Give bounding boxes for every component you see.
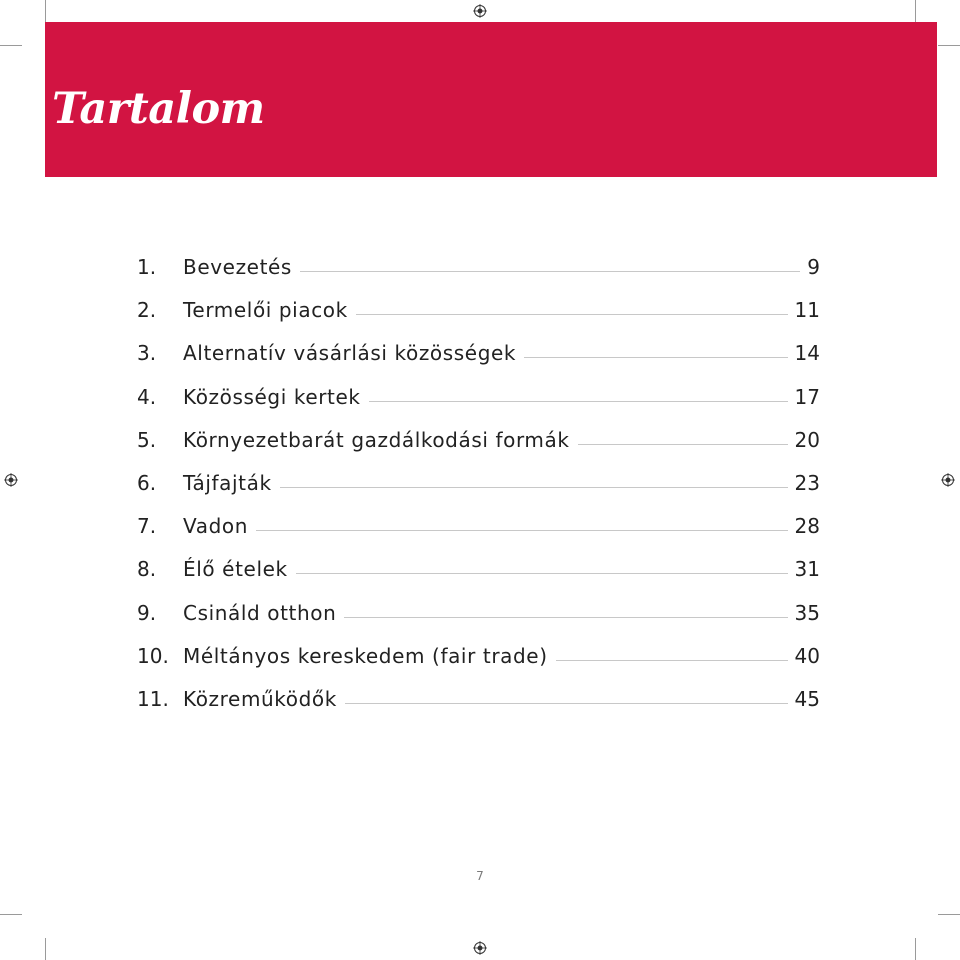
toc-entry[interactable] — [137, 557, 820, 600]
registration-right-icon — [941, 473, 955, 487]
toc-entry-number: 7. — [137, 514, 157, 539]
toc-entry-number: 11. — [137, 686, 169, 711]
toc-entry-page: 9 — [807, 255, 820, 279]
toc-entry-title: Környezetbarát gazdálkodási formák — [183, 427, 570, 452]
toc-entry-page: 45 — [794, 686, 820, 711]
toc-entry-title: Közösségi kertek — [183, 384, 361, 409]
toc-entry-page: 14 — [794, 341, 820, 366]
registration-bottom-icon — [473, 941, 487, 955]
toc-leader-line — [356, 314, 788, 315]
toc-leader-line — [280, 487, 788, 488]
toc-leader-line — [578, 444, 788, 445]
toc-entry[interactable] — [137, 644, 820, 687]
toc-entry-title: Méltányos kereskedem (fair trade) — [183, 643, 548, 668]
toc-entry-number: 5. — [137, 427, 157, 452]
toc-entry-page: 11 — [794, 298, 820, 323]
toc-entry-number: 10. — [137, 643, 169, 668]
toc-entry-page: 17 — [794, 384, 820, 409]
crop-mark-bottom-right-h — [938, 914, 960, 915]
toc-entry-number: 4. — [137, 384, 157, 409]
toc-entry[interactable] — [137, 255, 820, 298]
toc-entry[interactable] — [137, 341, 820, 384]
toc-entry-number: 9. — [137, 600, 157, 625]
toc-entry-title: Élő ételek — [183, 557, 288, 582]
toc-entry-title: Tájfajták — [183, 470, 272, 495]
registration-top-icon — [473, 4, 487, 18]
toc-entry-page: 40 — [794, 643, 820, 668]
toc-entry-number: 3. — [137, 341, 157, 366]
toc-entry-title: Alternatív vásárlási közösségek — [183, 341, 517, 366]
toc-entry[interactable] — [137, 514, 820, 557]
crop-mark-bottom-left — [45, 938, 46, 960]
toc-entry-number: 6. — [137, 470, 157, 495]
toc-leader-line — [296, 573, 788, 574]
toc-entry-title: Termelői piacok — [183, 298, 348, 323]
crop-mark-top-left — [45, 0, 46, 22]
toc-leader-line — [369, 401, 788, 402]
toc-entry-page: 35 — [794, 600, 820, 625]
toc-entry-number: 8. — [137, 557, 157, 582]
crop-mark-top-right-h — [938, 45, 960, 46]
toc-entry[interactable] — [137, 298, 820, 341]
toc-entry-title: Vadon — [183, 514, 248, 539]
toc-leader-line — [344, 617, 787, 618]
toc-entry-number: 1. — [137, 255, 157, 279]
toc-entry-page: 20 — [794, 427, 820, 452]
toc-leader-line — [256, 530, 788, 531]
toc-entry-page: 28 — [794, 514, 820, 539]
toc-entry-title: Csináld otthon — [183, 600, 337, 625]
toc-entry-title: Bevezetés — [183, 255, 292, 279]
toc-entry[interactable] — [137, 428, 820, 471]
page-number: 7 — [476, 869, 484, 883]
page-title: Tartalom — [52, 84, 265, 134]
registration-left-icon — [4, 473, 18, 487]
toc-leader-line — [345, 703, 788, 704]
toc-entry[interactable] — [137, 687, 820, 730]
crop-mark-bottom-left-h — [0, 914, 22, 915]
toc-entry-page: 23 — [794, 470, 820, 495]
toc-entry[interactable] — [137, 471, 820, 514]
toc-leader-line — [300, 271, 800, 272]
toc-entry-page: 31 — [794, 557, 820, 582]
toc-leader-line — [524, 357, 787, 358]
toc-entry-number: 2. — [137, 298, 157, 323]
crop-mark-top-right — [915, 0, 916, 22]
crop-mark-top-left-h — [0, 45, 22, 46]
table-of-contents — [137, 255, 820, 730]
crop-mark-bottom-right — [915, 938, 916, 960]
toc-entry[interactable] — [137, 385, 820, 428]
toc-entry-title: Közreműködők — [183, 686, 337, 711]
toc-entry[interactable] — [137, 601, 820, 644]
toc-leader-line — [556, 660, 788, 661]
